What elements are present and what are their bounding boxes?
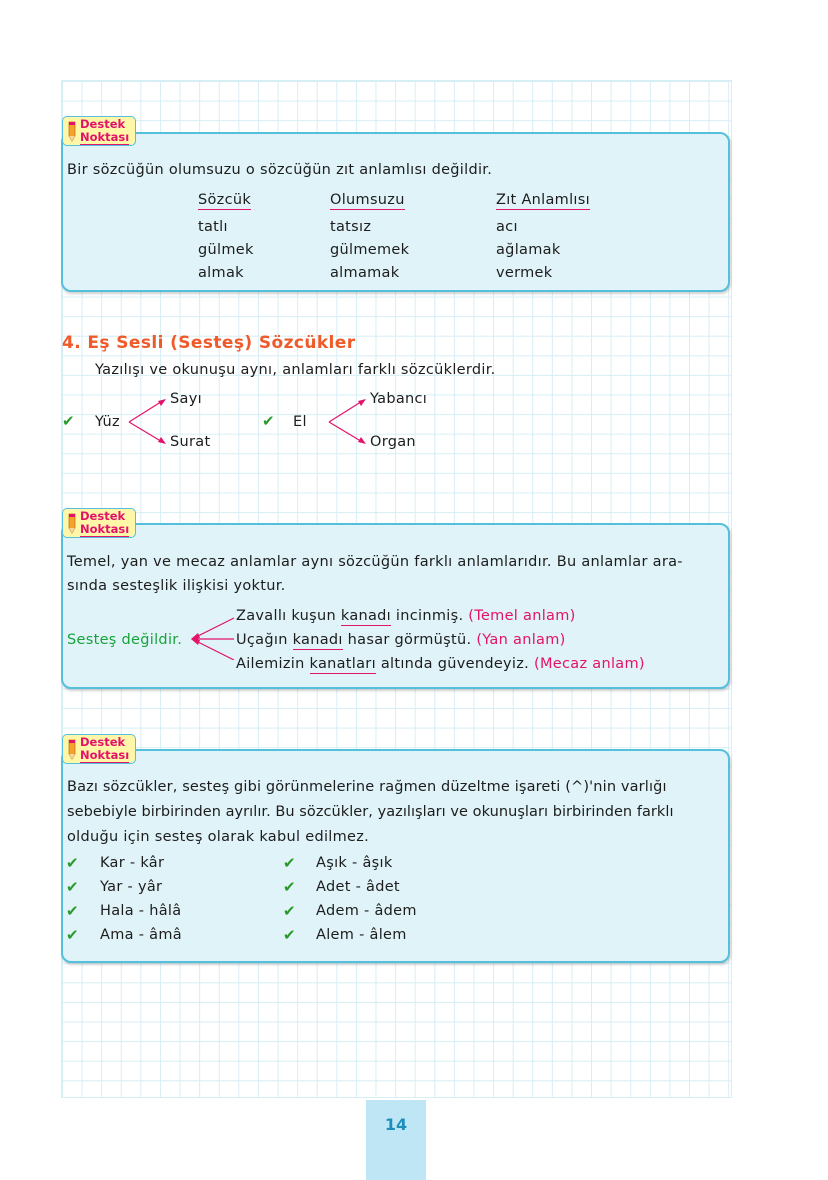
check-icon: ✔ [283, 902, 296, 920]
table-cell: gülmek [198, 242, 254, 258]
box2-line: Temel, yan ve mecaz anlamlar aynı sözcüğün farklı anlamlarıdır. Bu anlamlar ara- [67, 554, 683, 570]
list-item: Hala - hâlâ [100, 903, 182, 919]
table-cell: ağlamak [496, 242, 561, 258]
list-item: Aşık - âşık [316, 855, 393, 871]
check-icon: ✔ [283, 926, 296, 944]
box2-line: sında sesteşlik ilişkisi yoktur. [67, 578, 286, 594]
destek-noktasi-badge [62, 116, 136, 146]
homonym-meaning: Sayı [170, 391, 202, 407]
check-icon: ✔ [66, 878, 79, 896]
check-icon: ✔ [66, 926, 79, 944]
destek-noktasi-badge [62, 508, 136, 538]
table-header: Zıt Anlamlısı [496, 192, 590, 208]
table-cell: almak [198, 265, 244, 281]
check-icon: ✔ [283, 878, 296, 896]
page-number-tab [366, 1100, 426, 1180]
list-item: Adet - âdet [316, 879, 400, 895]
table-cell: acı [496, 219, 518, 235]
box3-line: Bazı sözcükler, sesteş gibi görünmelerine rağmen düzeltme işareti (^)'nin varlığı [67, 779, 667, 795]
section-description: Yazılışı ve okunuşu aynı, anlamları farklı sözcüklerdir. [95, 362, 496, 378]
box1-intro: Bir sözcüğün olumsuzu o sözcüğün zıt anlamlısı değildir. [67, 162, 493, 178]
table-cell: tatsız [330, 219, 372, 235]
example-sentence: Ailemizin kanatları altında güvendeyiz. (Mecaz anlam) [236, 656, 645, 672]
sestes-degildir-label: Sesteş değildir. [67, 632, 183, 648]
badge-label: Destek Noktası [80, 735, 130, 762]
page-number: 14 [384, 1115, 408, 1134]
example-sentence: Uçağın kanadı hasar görmüştü. (Yan anlam) [236, 632, 566, 648]
homonym-meaning: Organ [370, 434, 416, 450]
table-header: Sözcük [198, 192, 252, 208]
table-cell: vermek [496, 265, 553, 281]
list-item: Kar - kâr [100, 855, 165, 871]
pencil-icon [65, 121, 79, 143]
branch-arrows-icon [326, 396, 368, 448]
badge-label: Destek Noktası [80, 509, 130, 536]
section-heading: 4. Eş Sesli (Sesteş) Sözcükler [62, 333, 356, 353]
box3-line: sebebiyle birbirinden ayrılır. Bu sözcükler, yazılışları ve okunuşları birbirinden farklı [67, 804, 674, 820]
example-sentence: Zavallı kuşun kanadı incinmiş. (Temel anlam) [236, 608, 576, 624]
list-item: Adem - âdem [316, 903, 417, 919]
destek-noktasi-badge [62, 734, 136, 764]
table-header: Olumsuzu [330, 192, 405, 208]
check-icon: ✔ [66, 902, 79, 920]
list-item: Yar - yâr [100, 879, 163, 895]
table-cell: gülmemek [330, 242, 410, 258]
table-cell: tatlı [198, 219, 228, 235]
list-item: Ama - âmâ [100, 927, 182, 943]
box3-line: olduğu için sesteş olarak kabul edilmez. [67, 829, 370, 845]
branch-arrows-icon [126, 396, 168, 448]
table-cell: almamak [330, 265, 400, 281]
pencil-icon [65, 513, 79, 535]
homonym-meaning: Surat [170, 434, 211, 450]
check-icon: ✔ [283, 854, 296, 872]
homonym-word: El [293, 414, 307, 430]
branch-arrows-icon [188, 612, 236, 660]
check-icon: ✔ [66, 854, 79, 872]
check-icon: ✔ [262, 412, 275, 430]
homonym-word: Yüz [95, 414, 120, 430]
list-item: Alem - âlem [316, 927, 407, 943]
pencil-icon [65, 739, 79, 761]
homonym-meaning: Yabancı [370, 391, 428, 407]
check-icon: ✔ [62, 412, 75, 430]
badge-label: Destek Noktası [80, 117, 130, 144]
